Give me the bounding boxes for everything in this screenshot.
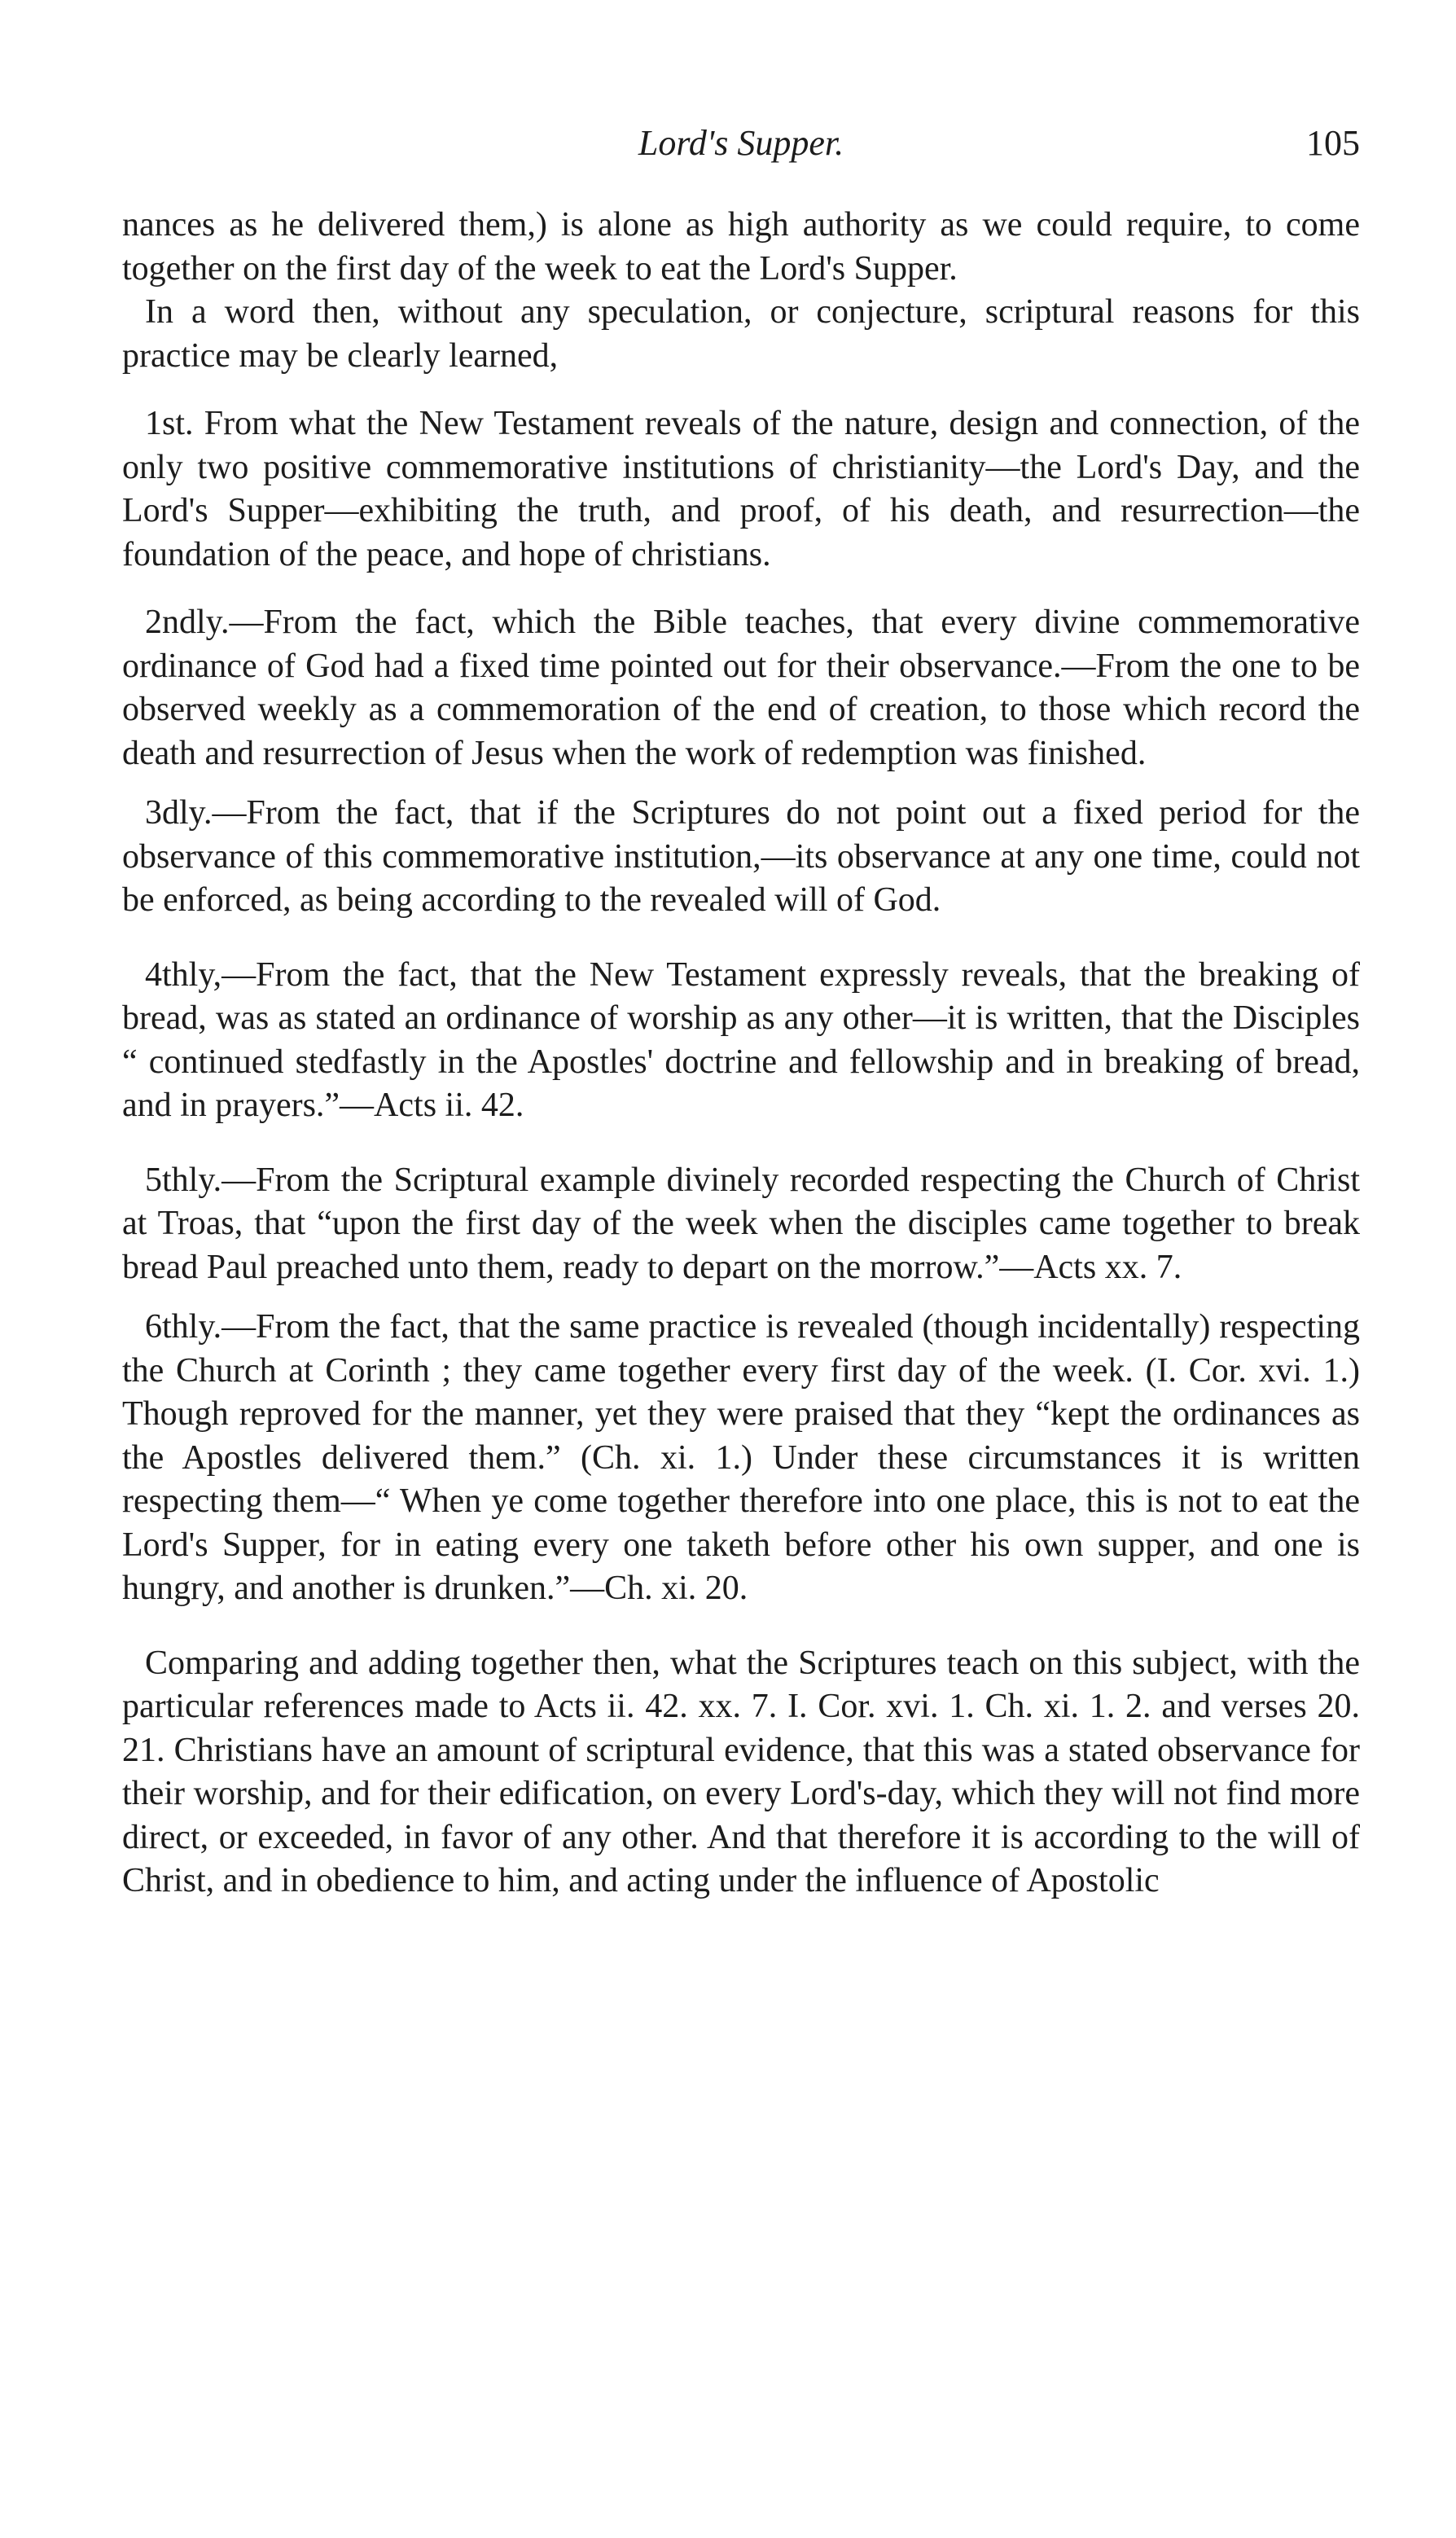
running-head: Lord's Supper.	[638, 123, 844, 163]
paragraph-third-reason: 3dly.—From the fact, that if the Scriptures do not point out a fixed period for the observance of this commemorative institution,—its observance at any one time, could not be enforced, as being according to the revealed will of God.	[122, 794, 1360, 919]
page-header	[122, 122, 1360, 179]
paragraph-sixth-reason: 6thly.—From the fact, that the same practice is revealed (though incidentally) respecting the Church at Corinth ; they came together every first day of the week. (I. Cor. xvi. 1.) Though reproved for the manner, yet they were praised that they “kept the ordinances as the Apostles delivered them.” (Ch. xi. 1.) Under these circumstances it is written respecting them—“ When ye come together therefore into one place, this is not to eat the Lord's Supper, for in eating every one taketh before other his own supper, and one is hungry, and another is drunken.”—Ch. xi. 20.	[122, 1308, 1360, 1607]
book-page	[122, 122, 1360, 1904]
body-text	[122, 204, 1360, 1904]
paragraph-fourth-reason: 4thly,—From the fact, that the New Testament expressly reveals, that the breaking of bread, was as stated an ordinance of worship as any other—it is written, that the Disciples “ continued stedfastly in the Apostles' doctrine and fellowship and in breaking of bread, and in prayers.”—Acts ii. 42.	[122, 955, 1360, 1124]
paragraph-first-reason: 1st. From what the New Testament reveals of the nature, design and connection, of the only two positive commemorative institutions of christianity—the Lord's Day, and the Lord's Supper—exhibiting the truth, and proof, of his death, and resurrection—the foundation of the peace, and hope of christians.	[122, 405, 1360, 573]
paragraph-second-reason: 2ndly.—From the fact, which the Bible teaches, that every divine commemorative ordinance of God had a fixed time pointed out for their observance.—From the one to be observed weekly as a commemoration of the end of creation, to those which record the death and resurrection of Jesus when the work of redemption was finished.	[122, 604, 1360, 772]
paragraph-fifth-reason: 5thly.—From the Scriptural example divinely recorded respecting the Church of Christ at Troas, that “upon the first day of the week when the disciples came together to break bread Paul preached unto them, ready to depart on the morrow.”—Acts xx. 7.	[122, 1161, 1360, 1286]
paragraph-in-a-word: In a word then, without any speculation, or conjecture, scriptural reasons for this practice may be clearly learned,	[122, 293, 1360, 375]
paragraph-conclusion: Comparing and adding together then, what the Scriptures teach on this subject, with the particular references made to Acts ii. 42. xx. 7. I. Cor. xvi. 1. Ch. xi. 1. 2. and verses 20. 21. Christians have an amount of scriptural evidence, that this was a stated observance for their worship, and for their edification, on every Lord's-day, which they will not find more direct, or exceeded, in favor of any other. And that therefore it is according to the will of Christ, and in obedience to him, and acting under the influence of Apostolic	[122, 1644, 1360, 1899]
page-number: 105	[1306, 123, 1360, 163]
paragraph-continuation: nances as he delivered them,) is alone as high authority as we could require, to come together on the first day of the week to eat the Lord's Supper.	[122, 206, 1360, 288]
